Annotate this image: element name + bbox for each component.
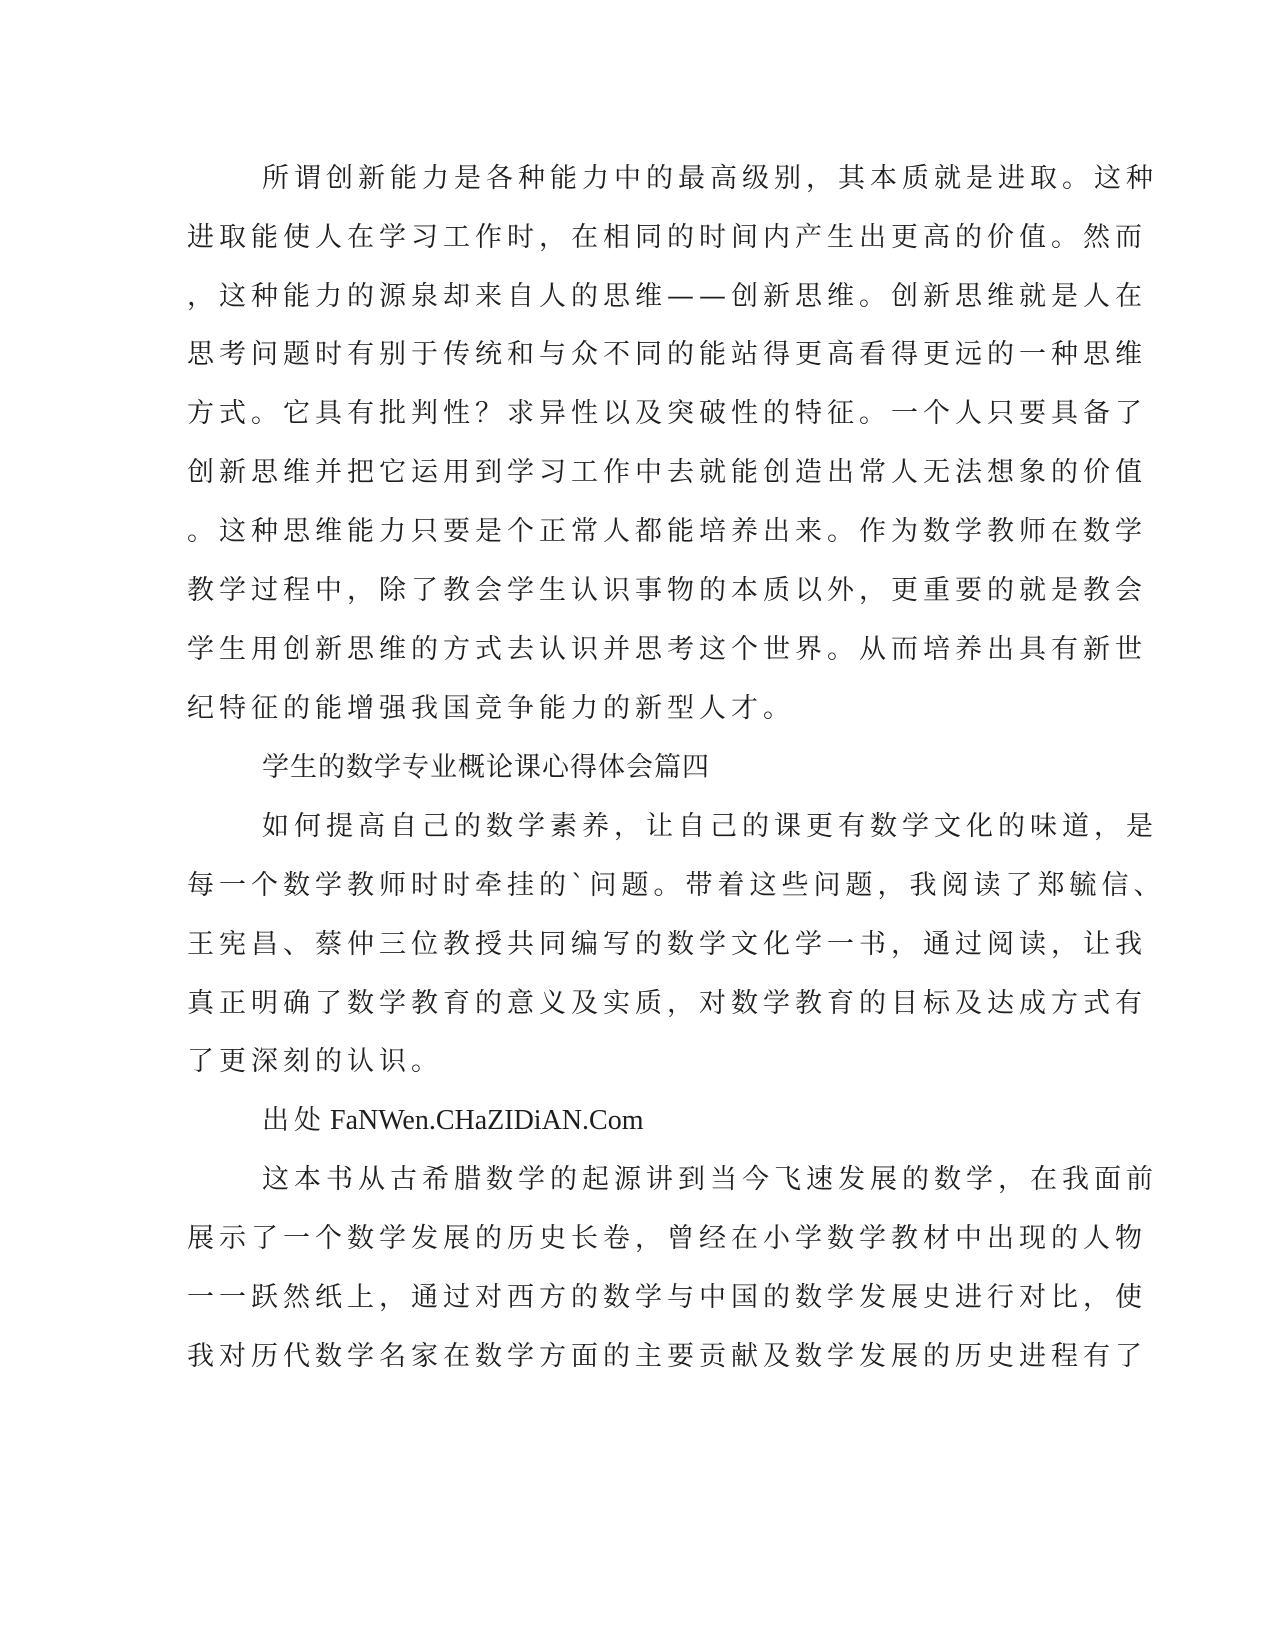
source-line: [262, 1101, 643, 1141]
source-site: FaNWen.CHaZIDiAN.Com: [330, 1105, 644, 1136]
paragraph-line: 教学过程中，除了教会学生认识事物的本质以外，更重要的就是教会: [187, 575, 1147, 606]
paragraph-line: 创新思维并把它运用到学习工作中去就能创造出常人无法想象的价值: [187, 457, 1147, 488]
paragraph-line: ，这种能力的源泉却来自人的思维——创新思维。创新思维就是人在: [187, 281, 1147, 312]
paragraph-line: 。这种思维能力只要是个正常人都能培养出来。作为数学教师在数学: [187, 516, 1147, 547]
paragraph-line: 了更深刻的认识。: [187, 1046, 443, 1077]
paragraph-line: 我对历代数学名家在数学方面的主要贡献及数学发展的历史进程有了: [187, 1341, 1147, 1372]
paragraph-line: 这本书从古希腊数学的起源讲到当今飞速发展的数学，在我面前: [262, 1164, 1158, 1195]
source-label: 出处: [262, 1105, 326, 1136]
paragraph-line: 真正明确了数学教育的意义及实质，对数学教育的目标及达成方式有: [187, 988, 1147, 1019]
paragraph-line: 思考问题时有别于传统和与众不同的能站得更高看得更远的一种思维: [187, 339, 1147, 370]
paragraph-line: 学生用创新思维的方式去认识并思考这个世界。从而培养出具有新世: [187, 634, 1147, 665]
paragraph-line: 一一跃然纸上，通过对西方的数学与中国的数学发展史进行对比，使: [187, 1282, 1147, 1313]
paragraph-line: 方式。它具有批判性？求异性以及突破性的特征。一个人只要具备了: [187, 398, 1147, 429]
section-heading: 学生的数学专业概论课心得体会篇四: [262, 752, 710, 783]
paragraph-line: 进取能使人在学习工作时，在相同的时间内产生出更高的价值。然而: [187, 222, 1147, 253]
paragraph-line: 每一个数学教师时时牵挂的`问题。带着这些问题，我阅读了郑毓信、: [187, 870, 1166, 901]
paragraph-line: 如何提高自己的数学素养，让自己的课更有数学文化的味道，是: [262, 811, 1158, 842]
paragraph-line: 王宪昌、蔡仲三位教授共同编写的数学文化学一书，通过阅读，让我: [187, 929, 1147, 960]
paragraph-line: 所谓创新能力是各种能力中的最高级别，其本质就是进取。这种: [262, 163, 1158, 194]
paragraph-line: 纪特征的能增强我国竞争能力的新型人才。: [187, 693, 795, 724]
paragraph-line: 展示了一个数学发展的历史长卷，曾经在小学数学教材中出现的人物: [187, 1223, 1147, 1254]
